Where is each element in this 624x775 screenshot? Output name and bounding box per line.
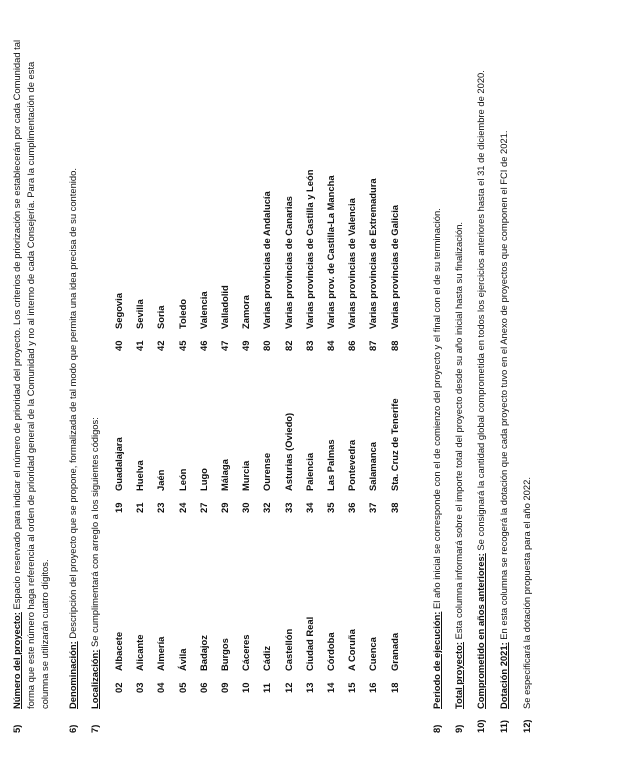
province-name: Córdoba [325,632,336,671]
province-name: Huelva [134,460,146,491]
province-code: 03 [134,682,146,693]
province-name: Murcia [240,460,252,491]
item-text: En esta columna se recogerá la dotación que cada proyecto tuvo en el Anexo de proyectos que componen el FCI de 2021. [498,130,509,643]
province-code: 34 [303,502,315,513]
province-name: Sevilla [134,299,146,329]
item-label: Número del proyecto: [11,612,22,709]
item-number: 9) [453,724,464,733]
province-code: 10 [240,682,252,693]
province-code: 11 [261,683,273,693]
province-code: 38 [388,502,400,513]
province-code: 19 [113,502,124,513]
province-code: 21 [134,502,146,513]
item-number: 5) [11,724,22,733]
province-name: Ávila [176,648,188,671]
item-label: Dotación 2021: [498,642,509,709]
item-text: Descripción del proyecto que se propone, formalizada de tal modo que permita una idea precisa de su contenido. [67,168,78,642]
item-5-line-3: columna se utilizarán cuatro dígitos. [39,559,50,709]
item-label: Localización: [89,649,100,709]
item-text: Se especificará la dotación propuesta para el año 2022. [521,477,532,709]
province-code: 45 [176,340,188,351]
province-code: 05 [176,682,188,693]
item-number: 10) [475,719,486,733]
province-name: Toledo [176,298,188,329]
province-name: Segovia [113,293,124,329]
item-label: Denominación: [67,641,78,709]
province-code: 35 [325,502,336,513]
item-number: 8) [431,724,442,733]
province-name: Almería [155,636,167,671]
province-name: Castellón [282,628,294,671]
province-name: Albacete [113,631,124,671]
province-code: 23 [155,502,167,513]
province-name: Burgos [219,638,230,671]
province-code: 29 [219,502,230,513]
province-name: Las Palmas [325,439,336,491]
province-code: 41 [134,340,146,351]
province-code: 47 [219,340,230,351]
province-code: 13 [303,682,315,693]
province-code: 88 [388,340,400,351]
province-name: Cádiz [261,645,273,671]
item-number: 7) [89,724,100,733]
province-code: 14 [325,682,336,693]
province-code: 36 [346,502,358,513]
province-code: 87 [367,340,379,351]
item-number: 11) [498,719,509,733]
province-name: Valencia [197,291,209,329]
item-label: Periodo de ejecución: [431,611,442,709]
province-name: Cáceres [240,634,252,671]
province-code: 33 [282,502,294,513]
province-name: Varias provincias de Galicia [388,204,400,329]
province-name: Varias provincias de Extremadura [367,178,379,329]
item-text: Espacio reservado para indicar el número de prioridad del proyecto. Los criterios de priorización se establecerán por cada Comunidad tal [11,39,22,613]
province-name: Salamanca [367,442,379,491]
province-name: Granada [388,632,400,671]
province-code: 84 [325,340,336,351]
province-name: Valladolid [219,285,230,329]
item-5-line-2: forma que este número haga referencia al orden de prioridad general de la Comunidad y no al interno de cada Consejería. Para la cumplimentación de esta [25,61,36,709]
province-code: 06 [197,682,209,693]
province-code: 40 [113,340,124,351]
item-label: Comprometido en años anteriores: [475,553,486,709]
item-text: El año inicial se corresponde con el de comienzo del proyecto y el final con el de su terminación. [431,208,442,612]
province-name: Málaga [219,459,230,491]
province-name: Lugo [197,468,209,491]
province-code: 12 [282,682,294,693]
province-code: 86 [346,340,358,351]
province-name: Zamora [240,295,252,329]
province-name: Asturias (Oviedo) [282,412,294,491]
province-name: Badajoz [197,635,209,671]
province-name: Varias provincias de Valencia [346,198,358,329]
province-code: 30 [240,502,252,513]
province-name: Alicante [134,634,146,671]
province-name: Ciudad Real [303,616,315,671]
province-code: 09 [219,682,230,693]
province-code: 04 [155,682,167,693]
item-label: Total proyecto: [453,641,464,709]
province-name: Varias provincias de Castilla y León [303,169,315,329]
province-name: Soria [155,305,167,329]
province-name: Varias prov. de Castilla-La Mancha [325,175,336,329]
province-code: 46 [197,340,209,351]
province-code: 02 [113,682,124,693]
province-name: Varias provincias de Andalucía [261,191,273,329]
province-code: 83 [303,340,315,351]
province-code: 32 [261,502,273,513]
province-name: Palencia [303,452,315,491]
item-text: Se consignará la cantidad global comprometida en todos los ejercicios anteriores hasta el 31 de diciembre de 2020. [475,70,486,554]
province-name: Pontevedra [346,439,358,491]
province-code: 15 [346,682,358,693]
province-code: 18 [388,682,400,693]
province-name: León [176,468,188,491]
province-code: 37 [367,502,379,513]
item-number: 6) [67,724,78,733]
province-code-table [112,0,412,775]
province-code: 49 [240,340,252,351]
province-name: Guadalajara [113,437,124,491]
province-code: 80 [261,340,273,351]
item-text: Esta columna informará sobre el importe total del proyecto desde su año inicial hasta su finalización. [453,221,464,642]
province-code: 82 [282,340,294,351]
province-code: 24 [176,502,188,513]
province-name: A Coruña [346,629,358,671]
item-text: Se cumplimentará con arreglo a los siguientes códigos: [89,417,100,650]
province-name: Jaén [155,469,167,491]
province-name: Cuenca [367,637,379,671]
province-name: Varias provincias de Canarias [282,196,294,329]
province-name: Sta. Cruz de Tenerife [388,398,400,491]
province-code: 42 [155,340,167,351]
province-code: 16 [367,682,379,693]
province-code: 27 [197,502,209,513]
province-name: Ourense [261,452,273,491]
item-number: 12) [521,719,532,733]
